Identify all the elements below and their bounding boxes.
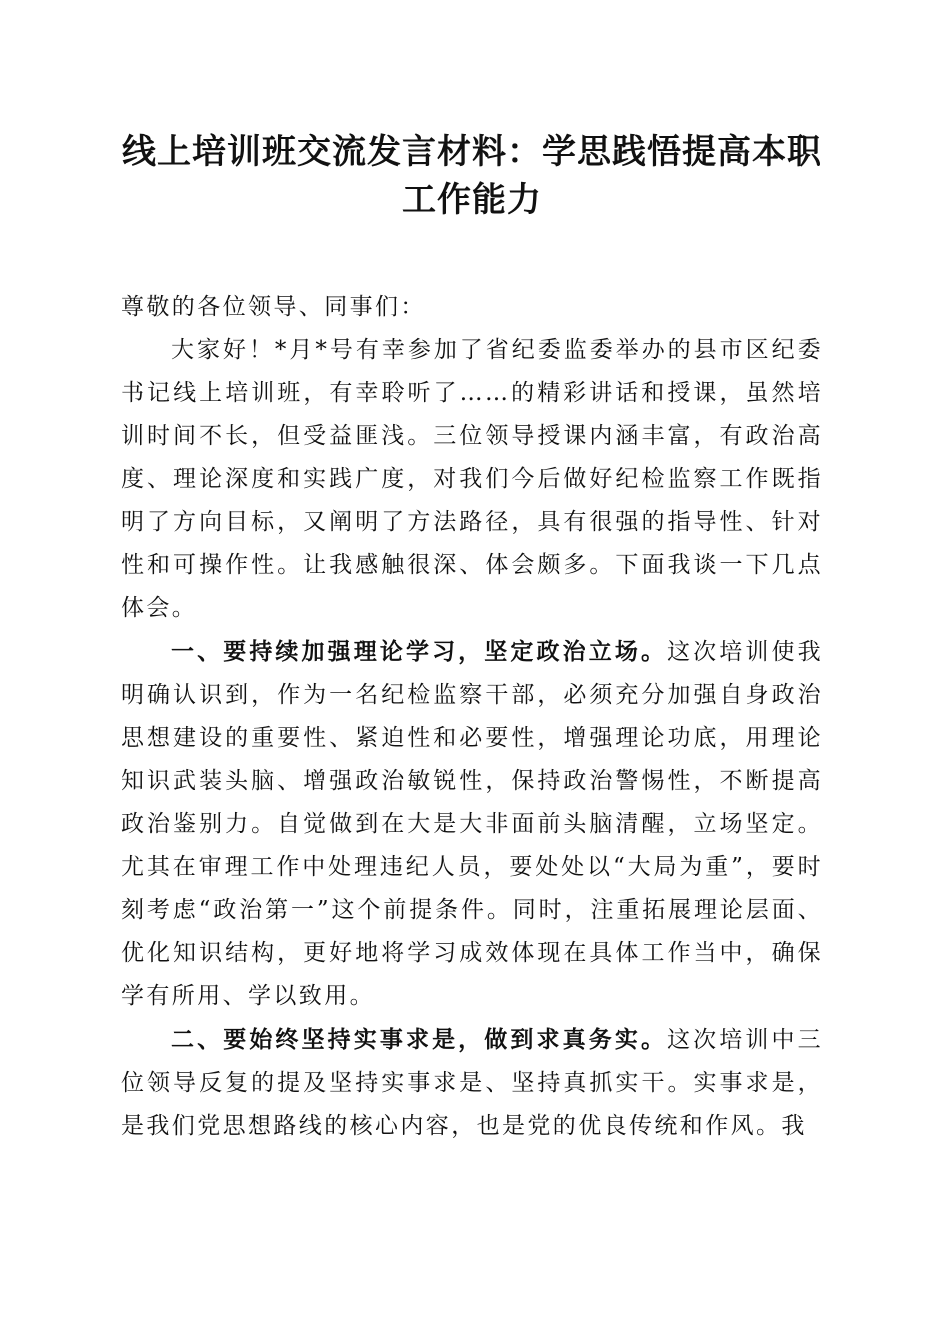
section-2-heading: 二、要始终坚持实事求是，做到求真务实。 bbox=[171, 1026, 668, 1053]
section-1-heading: 一、要持续加强理论学习，坚定政治立场。 bbox=[171, 638, 668, 665]
paragraph-intro-text: 大家好！*月*号有幸参加了省纪委监委举办的县市区纪委书记线上培训班，有幸聆听了……的精彩讲话和授课，虽然培训时间不长，但受益匪浅。三位领导授课内涵丰富，有政治高度、理论深度和实践广度，对我们今后做好纪检监察工作既指明了方向目标，又阐明了方法路径，具有很强的指导性、针对性和可操作性。让我感触很深、体会颇多。下面我谈一下几点体会。 bbox=[121, 337, 823, 621]
paragraph-intro bbox=[121, 329, 823, 630]
document-body bbox=[121, 286, 823, 1148]
section-2-text: 这次培训中三位领导反复的提及坚持实事求是、坚持真抓实干。实事求是，是我们党思想路线的核心内容，也是党的优良传统和作风。我 bbox=[121, 1027, 823, 1139]
document-title: 线上培训班交流发言材料：学思践悟提高本职工作能力 bbox=[122, 132, 822, 220]
paragraph-section-1 bbox=[121, 630, 823, 1018]
section-1-text: 这次培训使我明确认识到，作为一名纪检监察干部，必须充分加强自身政治思想建设的重要性、紧迫性和必要性，增强理论功底，用理论知识武装头脑、增强政治敏锐性，保持政治警惕性，不断提高政治鉴别力。自觉做到在大是大非面前头脑清醒，立场坚定。尤其在审理工作中处理违纪人员，要处处以“大局为重”，要时刻考虑“政治第一”这个前提条件。同时，注重拓展理论层面、优化知识结构，更好地将学习成效体现在具体工作当中，确保学有所用、学以致用。 bbox=[121, 639, 823, 1009]
salutation: 尊敬的各位领导、同事们： bbox=[121, 294, 426, 320]
paragraph-section-2 bbox=[121, 1018, 823, 1148]
document-page bbox=[121, 128, 823, 1148]
